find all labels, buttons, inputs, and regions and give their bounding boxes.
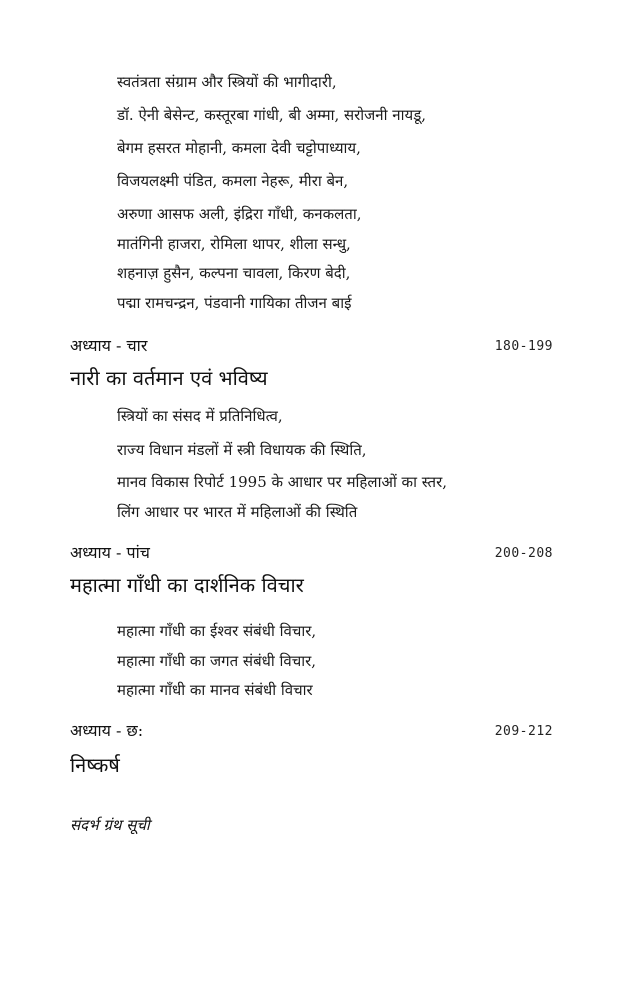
chapter-item: महात्मा गाँधी का ईश्वर संबंधी विचार, xyxy=(117,622,317,640)
intro-line: स्वतंत्रता संग्राम और स्त्रियों की भागीदारी, xyxy=(117,73,337,91)
intro-line: शहनाज़ हुसैन, कल्पना चावला, किरण बेदी, xyxy=(117,264,351,282)
intro-line: अरुणा आसफ अली, इंद्रिरा गाँधी, कनकलता, xyxy=(117,205,362,223)
chapter-item: मानव विकास रिपोर्ट 1995 के आधार पर महिलाओं का स्तर, xyxy=(117,473,448,491)
chapter-item: स्त्रियों का संसद में प्रतिनिधित्व, xyxy=(117,407,283,425)
chapter-item: महात्मा गाँधी का मानव संबंधी विचार xyxy=(117,681,313,699)
chapter-page-range: 209-212 xyxy=(494,724,553,739)
chapter-item: राज्य विधान मंडलों में स्त्री विधायक की स्थिति, xyxy=(117,441,367,459)
intro-line: मातंगिनी हाजरा, रोमिला थापर, शीला सन्धु, xyxy=(117,235,351,253)
intro-line: पद्मा रामचन्द्रन, पंडवानी गायिका तीजन बाई xyxy=(117,294,352,312)
intro-line: विजयलक्ष्मी पंडित, कमला नेहरू, मीरा बेन, xyxy=(117,172,349,190)
intro-line: बेगम हसरत मोहानी, कमला देवी चट्टोपाध्याय, xyxy=(117,139,361,157)
chapter-item: महात्मा गाँधी का जगत संबंधी विचार, xyxy=(117,652,317,670)
bibliography-heading: संदर्भ ग्रंथ सूची xyxy=(70,816,150,834)
chapter-label: अध्याय - पांच xyxy=(70,543,150,562)
chapter-item: लिंग आधार पर भारत में महिलाओं की स्थिति xyxy=(117,503,358,521)
chapter-title: निष्कर्ष xyxy=(70,753,120,777)
intro-line: डॉ. ऐनी बेसेन्ट, कस्तूरबा गांधी, बी अम्मा, सरोजनी नायडू, xyxy=(117,106,426,124)
chapter-page-range: 200-208 xyxy=(494,546,553,561)
chapter-title: महात्मा गाँधी का दार्शनिक विचार xyxy=(70,573,304,597)
chapter-page-range: 180-199 xyxy=(494,339,553,354)
chapter-label: अध्याय - छ: xyxy=(70,721,144,740)
chapter-title: नारी का वर्तमान एवं भविष्य xyxy=(70,366,268,390)
chapter-label: अध्याय - चार xyxy=(70,336,148,355)
